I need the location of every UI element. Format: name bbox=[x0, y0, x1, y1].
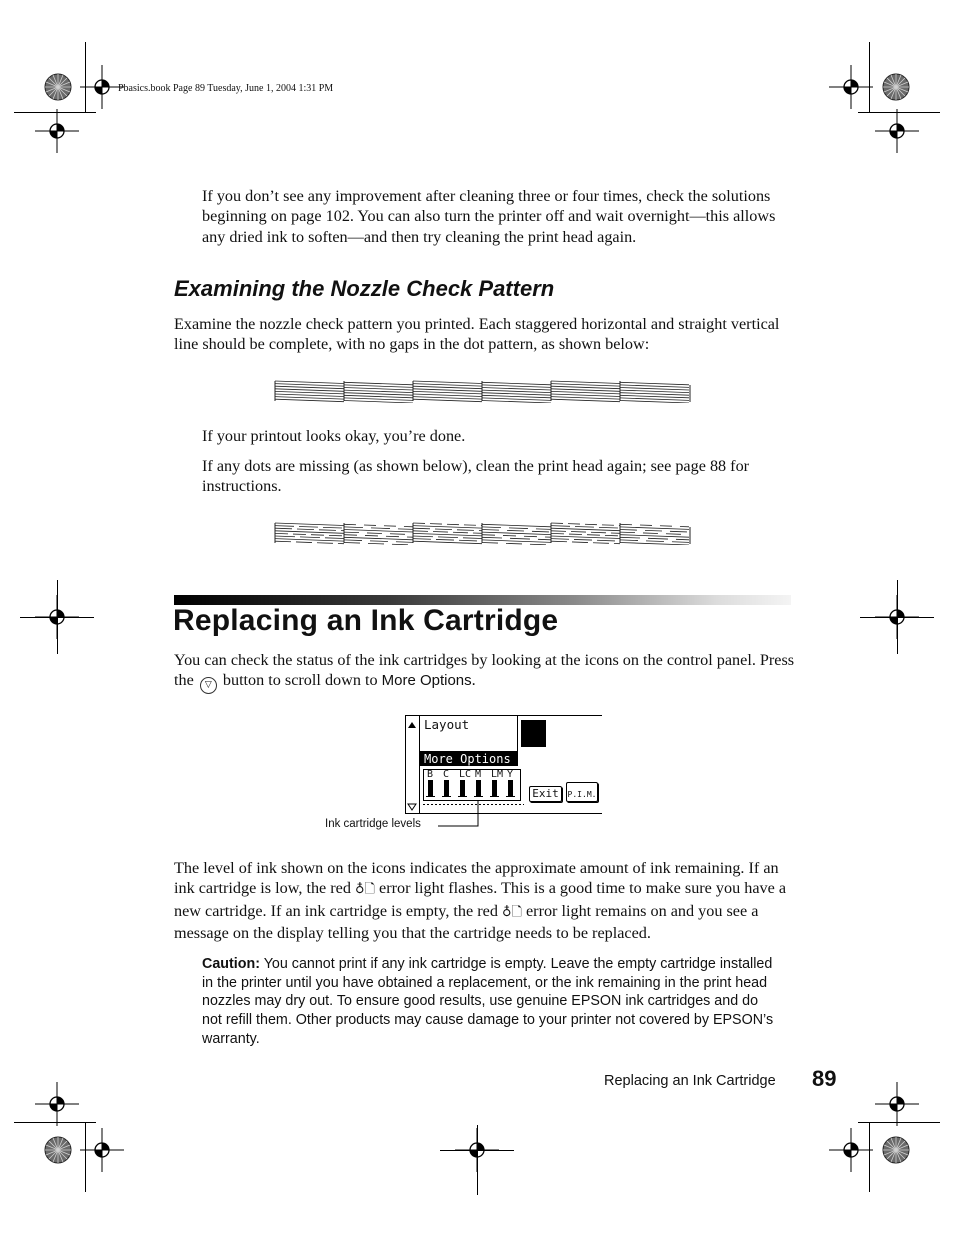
print-header-info: Pbasics.book Page 89 Tuesday, June 1, 2004 1:31 PM bbox=[118, 83, 334, 94]
menu-item-layout: Layout bbox=[424, 717, 470, 732]
ink-label-lm: LM bbox=[491, 769, 504, 780]
ink-label-b: B bbox=[427, 769, 434, 780]
ink-intro-paragraph: You can check the status of the ink cartridges by looking at the icons on the control panel. Press the ▽ button to scroll down to More Options. bbox=[174, 650, 799, 694]
ink-section-heading: Replacing an Ink Cartridge bbox=[173, 604, 559, 637]
ink-level-bar-lm bbox=[492, 780, 497, 797]
ink-bar-tick bbox=[506, 796, 515, 797]
ink-bar-tick bbox=[474, 796, 483, 797]
ink-label-m: M bbox=[475, 769, 482, 780]
nozzle-heading: Examining the Nozzle Check Pattern bbox=[174, 276, 555, 301]
nozzle-intro-paragraph: Examine the nozzle check pattern you printed. Each staggered horizontal and straight vertical line should be complete, with no gaps in the dot pattern, as shown below: bbox=[174, 315, 780, 354]
ink-label-lc: LC bbox=[459, 769, 472, 780]
ink-level-bar-c bbox=[444, 780, 449, 797]
ink-error-light-icon: ♁🗋 bbox=[355, 882, 375, 898]
ink-levels-callout: Ink cartridge levels bbox=[325, 818, 421, 830]
caution-note: Caution: You cannot print if any ink cartridge is empty. Leave the empty cartridge installed in the printer until you have obtained a replacement, or the ink remaining in the print head nozzles may dry out. To ensure good results, use genuine EPSON ink cartridges and do not refill them. Other products may cause damage to your printer not covered by EPSON’s warranty. bbox=[202, 956, 774, 1047]
nozzle-pattern-missing bbox=[274, 521, 692, 545]
ink-label-c: C bbox=[443, 769, 450, 780]
ink-level-bar-y bbox=[508, 780, 513, 797]
ink-level-bar-b bbox=[428, 780, 433, 797]
ink-level-bar-m bbox=[476, 780, 481, 797]
menu-item-more-options: More Options bbox=[424, 752, 511, 766]
more-options-reference: More Options bbox=[381, 672, 472, 690]
intro-paragraph: If you don’t see any improvement after cleaning three or four times, check the solutions beginning on page 102. You can also turn the printer off and wait overnight—this allows any dried ink to soften—and then try cleaning the print head again. bbox=[202, 187, 776, 246]
ink-bar-tick bbox=[442, 796, 451, 797]
scroll-down-button-icon: ▽ bbox=[200, 677, 217, 694]
ink-level-paragraph: The level of ink shown on the icons indicates the approximate amount of ink remaining. If an ink cartridge is low, the red ♁🗋 error light flashes. This is a good time to make sure you have a new cartridge. If an ink cartridge is empty, the red ♁🗋 error light remains on and you see a message on the display telling you that the cartridge needs to be replaced. bbox=[174, 859, 787, 942]
missing-dots-paragraph: If any dots are missing (as shown below), clean the print head again; see page 88 for instructions. bbox=[202, 457, 750, 496]
ink-bar-tick bbox=[426, 796, 435, 797]
pim-button: P.I.M. bbox=[566, 782, 598, 802]
ink-level-bars bbox=[425, 769, 521, 801]
ok-paragraph: If your printout looks okay, you’re done. bbox=[202, 427, 466, 445]
page-number: 89 bbox=[812, 1066, 837, 1091]
ink-label-y: Y bbox=[507, 769, 514, 780]
ink-bar-tick bbox=[490, 796, 499, 797]
ink-error-light-icon: ♁🗋 bbox=[501, 904, 522, 920]
caution-label: Caution: bbox=[202, 956, 260, 972]
scroll-up-arrow-icon bbox=[408, 722, 416, 728]
footer-section-title: Replacing an Ink Cartridge bbox=[604, 1073, 776, 1089]
nozzle-pattern-good bbox=[274, 379, 692, 403]
ink-level-bar-lc bbox=[460, 780, 465, 797]
ink-bar-tick bbox=[458, 796, 467, 797]
callout-leader-line bbox=[430, 800, 490, 830]
scroll-down-arrow-icon bbox=[408, 804, 416, 810]
exit-button: Exit bbox=[529, 786, 562, 802]
